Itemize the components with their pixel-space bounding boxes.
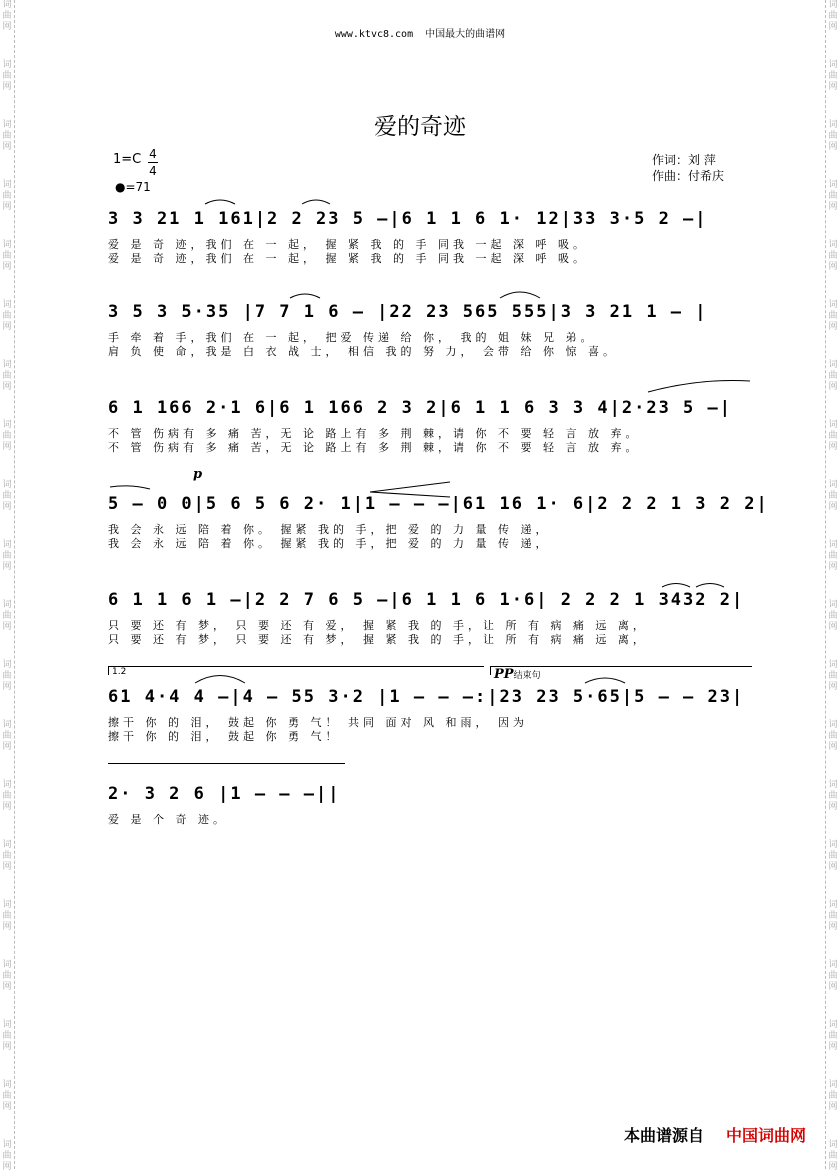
- watermark-text: 词 曲 网: [2, 240, 12, 272]
- watermark-text: 词 曲 网: [828, 540, 838, 572]
- watermark-text: 词 曲 网: [2, 900, 12, 932]
- lyrics-verse-2: 只 要 还 有 梦， 只 要 还 有 梦， 握 紧 我 的 手，让 所 有 病 痛 远 离，: [108, 633, 648, 646]
- lyrics-verse-2: 擦干 你 的 泪， 鼓起 你 勇 气！: [108, 730, 341, 743]
- watermark-text: 词 曲 网: [2, 420, 12, 452]
- lyrics-verse-1: 爱 是 奇 迹，我们 在 一 起， 握 紧 我 的 手 同我 一起 深 呼 吸。: [108, 238, 588, 251]
- note-icon: ●: [115, 180, 126, 194]
- time-top: 4: [149, 147, 157, 161]
- ending-label: 结束句: [513, 671, 541, 681]
- watermark-text: 词 曲 网: [828, 240, 838, 272]
- watermark-text: 词 曲 网: [828, 360, 838, 392]
- lyrics-verse-1: 手 牵 着 手，我们 在 一 起， 把爱 传递 给 你， 我的 姐 妹 兄 弟。: [108, 331, 596, 344]
- lyrics-verse-1: 只 要 还 有 梦， 只 要 还 有 爱， 握 紧 我 的 手，让 所 有 病 痛 远 离，: [108, 619, 648, 632]
- page-footer: [624, 1123, 806, 1146]
- watermark-text: 词 曲 网: [828, 840, 838, 872]
- watermark-text: 词 曲 网: [828, 1140, 838, 1172]
- watermark-text: 词 曲 网: [828, 660, 838, 692]
- lyrics-verse-2: 肩 负 使 命，我是 白 衣 战 士， 相信 我的 努 力， 会带 给 你 惊 喜。: [108, 345, 618, 358]
- footer-site-link[interactable]: 中国词曲网: [725, 1126, 806, 1145]
- watermark-text: 词 曲 网: [2, 960, 12, 992]
- lyrics-verse-2: 不 管 伤病有 多 痛 苦，无 论 路上有 多 荆 棘，请 你 不 要 轻 言 放 弃。: [108, 441, 641, 454]
- notation-line: 3 3 21 1 161|2 2 23 5 –|6 1 1 6 1· 12|33 3·5 2 –|: [108, 209, 708, 229]
- key-signature: 1=C: [113, 152, 142, 167]
- tempo-value: =71: [125, 180, 151, 194]
- dynamic-mark: PP: [494, 667, 514, 682]
- notation-line: 6 1 1 6 1 –|2 2 7 6 5 –|6 1 1 6 1·6| 2 2 2 1 3432 2|: [108, 590, 745, 610]
- watermark-text: 词 曲 网: [2, 360, 12, 392]
- notation-line: 3 5 3 5·35 |7 7 1 6 – |22 23 565 555|3 3 21 1 – |: [108, 302, 708, 322]
- notation-line: 6 1 166 2·1 6|6 1 166 2 3 2|6 1 1 6 3 3 4|2·23 5 –|: [108, 398, 732, 418]
- lyrics-verse-1: 擦干 你 的 泪， 鼓起 你 勇 气！ 共同 面对 风 和雨， 因为: [108, 716, 528, 729]
- header-site-text: 中国最大的曲谱网: [425, 29, 506, 40]
- watermark-text: 词 曲 网: [2, 120, 12, 152]
- time-bottom: 4: [149, 164, 157, 178]
- watermark-text: 词 曲 网: [2, 480, 12, 512]
- watermark-text: 词 曲 网: [2, 180, 12, 212]
- watermark-text: 词 曲 网: [828, 1080, 838, 1112]
- dynamic-mark: p: [193, 467, 203, 482]
- watermark-text: 词 曲 网: [828, 1020, 838, 1052]
- watermark-text: 词 曲 网: [828, 0, 838, 32]
- watermark-text: 词 曲 网: [2, 660, 12, 692]
- volta-label: 1.2: [112, 667, 127, 677]
- watermark-text: 词 曲 网: [828, 600, 838, 632]
- lyrics-verse-1: 我 会 永 远 陪 着 你。 握紧 我的 手，把 爱 的 力 量 传 递，: [108, 523, 551, 536]
- watermark-text: 词 曲 网: [2, 1140, 12, 1172]
- watermark-text: 词 曲 网: [2, 720, 12, 752]
- watermark-text: 词 曲 网: [2, 300, 12, 332]
- watermark-text: 词 曲 网: [828, 60, 838, 92]
- footer-source-text: 本曲谱源自: [623, 1126, 704, 1145]
- composer: 作曲：付希庆: [652, 169, 725, 183]
- watermark-text: 词 曲 网: [2, 60, 12, 92]
- watermark-text: 词 曲 网: [828, 480, 838, 512]
- watermark-text: 词 曲 网: [2, 840, 12, 872]
- notation-line: 5 – 0 0|5 6 5 6 2· 1|1 – – –|61 16 1· 6|2 2 2 1 3 2 2|: [108, 494, 769, 514]
- lyricist: 作词：刘 萍: [652, 153, 716, 167]
- watermark-text: 词 曲 网: [2, 1080, 12, 1112]
- watermark-text: 词 曲 网: [828, 960, 838, 992]
- watermark-text: 词 曲 网: [2, 600, 12, 632]
- lyrics-verse-2: 我 会 永 远 陪 着 你。 握紧 我的 手，把 爱 的 力 量 传 递，: [108, 537, 551, 550]
- watermark-text: 词 曲 网: [828, 300, 838, 332]
- notation-line: 61 4·4 4 –|4 – 55 3·2 |1 – – –:|23 23 5·65|5 – – 23|: [108, 687, 745, 707]
- watermark-text: 词 曲 网: [828, 420, 838, 452]
- watermark-text: 词 曲 网: [828, 900, 838, 932]
- watermark-text: 词 曲 网: [828, 720, 838, 752]
- watermark-text: 词 曲 网: [2, 1020, 12, 1052]
- watermark-text: 词 曲 网: [2, 780, 12, 812]
- song-title: 爱的奇迹: [374, 114, 466, 140]
- watermark-text: 词 曲 网: [828, 780, 838, 812]
- lyrics-verse-1: 不 管 伤病有 多 痛 苦，无 论 路上有 多 荆 棘，请 你 不 要 轻 言 放 弃。: [108, 427, 641, 440]
- watermark-text: 词 曲 网: [828, 120, 838, 152]
- watermark-text: 词 曲 网: [2, 540, 12, 572]
- notation-line: 2· 3 2 6 |1 – – –||: [108, 784, 341, 804]
- lyrics-verse-1: 爱 是 个 奇 迹。: [108, 813, 228, 826]
- watermark-text: 词 曲 网: [2, 0, 12, 32]
- lyrics-verse-2: 爱 是 奇 迹，我们 在 一 起， 握 紧 我 的 手 同我 一起 深 呼 吸。: [108, 252, 588, 265]
- watermark-text: 词 曲 网: [828, 180, 838, 212]
- header-url[interactable]: www.ktvc8.com: [334, 29, 414, 40]
